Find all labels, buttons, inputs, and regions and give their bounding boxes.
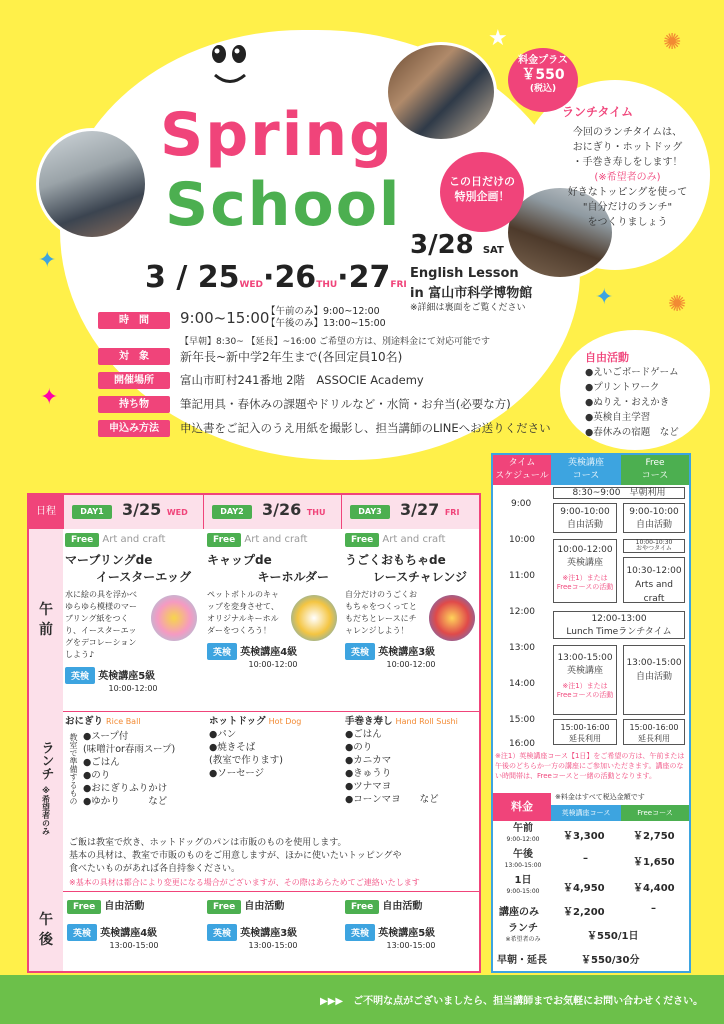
classroom-photo (36, 128, 148, 240)
free-activities: 自由活動 ●えいごボードゲーム ●プリントワーク ●ぬりえ・おえかき ●英検自主学習 ●春休みの宿題 など (585, 351, 679, 438)
info-value-extra: 【早朝】8:30~ 【延長】~16:00 ご希望の方は、別途料金にて対応可能です (180, 337, 490, 347)
time-label: 12:00 (509, 607, 535, 617)
star-icon: ✺ (668, 292, 687, 317)
price-label: 料金 (493, 793, 551, 821)
lunch-box: 12:00-13:00 Lunch Timeランチタイム (553, 611, 685, 639)
day2-pm-cell: Free 自由活動 英検 英検講座3級 13:00-15:00 (207, 897, 339, 950)
info-time-extra: 【午前のみ】9:00~12:00 【午後のみ】13:00~15:00 (266, 306, 386, 329)
time-schedule (491, 453, 691, 973)
star-icon: ★ (488, 26, 508, 51)
star-icon: ✺ (663, 30, 682, 55)
price-col2: Freeコース (621, 805, 689, 821)
info-label-target: 対 象 (98, 348, 170, 365)
lunch-hot-dog: ホットドッグ Hot Dog ●パン ●焼きそば (教室で作ります) ●ソーセージ (209, 716, 302, 779)
time-label: 11:00 (509, 571, 535, 581)
time-label: 10:00 (509, 535, 535, 545)
price-tax-note: ※料金はすべて税込金額です (555, 793, 645, 801)
info-value-time: 9:00~15:00 (180, 309, 270, 327)
lunch-notes: ご飯は教室で炊き、ホットドッグのパンは市販のものを使用します。 基本の具材は、教室で市販のものをご用意しますが、ほかに使いたいトッピングや 食べたいものがあれば各自持参ください。 ※基本の具材は都合により変更になる場合がございますが、その際はあらためてご連絡いたします (69, 838, 420, 887)
eiken-3: 13:00-15:00 英検講座 ※注1）または Freeコースの活動 (553, 645, 617, 715)
eiken-1: 9:00-10:00 自由活動 (553, 503, 617, 533)
info-label-time: 時 間 (98, 312, 170, 329)
price-plus-balloon: 料金プラス ￥550 (税込) (508, 48, 578, 112)
kids-photo (385, 42, 497, 142)
day3-pm-cell: Free 自由活動 英検 英検講座5級 13:00-15:00 (345, 897, 477, 950)
day1-header: DAY1 3/25 WED (63, 495, 203, 529)
toy-race-image (429, 595, 475, 641)
schedule-col1: 英検講座 コース (551, 455, 621, 485)
early-box: 8:30~9:00 早朝利用 (553, 487, 685, 499)
cap-keyholder-image (291, 595, 337, 641)
schedule-col2: Free コース (621, 455, 689, 485)
row-label-lunch: ランチ ※希望者のみ (29, 711, 63, 891)
divider (63, 891, 479, 892)
title-school: School (165, 170, 402, 240)
time-label: 9:00 (511, 499, 532, 509)
price-row: 午後 13:00-15:00 – ￥1,650 (504, 849, 675, 869)
info-label-apply: 申込み方法 (98, 420, 170, 437)
time-label: 15:00 (509, 715, 535, 725)
price-row: 午前 9:00-12:00 ￥3,300 ￥2,750 (506, 823, 675, 843)
eiken-4: 15:00-16:00 延長利用 (553, 719, 617, 745)
title-spring: Spring (160, 100, 394, 170)
star-icon: ✦ (595, 285, 614, 310)
special-event-badge: この日だけの 特別企画！ (440, 152, 524, 232)
free-2b: 10:30-12:00 Arts and craft (623, 557, 685, 603)
event-dates: 3 / 25WED·26THU·27FRI (145, 260, 407, 295)
price-row: 1日 9:00-15:00 ￥4,950 ￥4,400 (506, 875, 675, 895)
row-label-am: 午 前 (29, 529, 63, 711)
smile-face-icon (205, 40, 255, 95)
footer-text: ▶▶▶ ご不明な点がございましたら、担当講師までお気軽にお問い合わせください。 (320, 996, 704, 1007)
special-event-date: 3/28 SAT (410, 230, 504, 260)
program-table (27, 493, 481, 973)
eiken-2: 10:00-12:00 英検講座 ※注1）または Freeコースの活動 (553, 539, 617, 603)
free-1: 9:00-10:00 自由活動 (623, 503, 685, 533)
price-row: 早朝・延長 ￥550/30分 (497, 955, 640, 966)
lunch-rice-ball: おにぎり Rice Ball 教室で準備するもの ●スープ付 (味噌汁or春雨スープ) ●ごはん ●のり ●おにぎりふりかけ ●ゆかり など (65, 716, 176, 807)
schedule-head: タイム スケジュール (493, 455, 551, 485)
divider (63, 711, 479, 712)
free-3: 13:00-15:00 自由活動 (623, 645, 685, 715)
time-label: 13:00 (509, 643, 535, 653)
info-value-items: 筆記用具・春休みの課題やドリルなど・水筒・お弁当(必要な方) (180, 397, 511, 411)
lunch-hand-roll: 手巻き寿し Hand Roll Sushi ●ごはん ●のり ●カニカマ ●きゅうり ●ツナマヨ ●コーンマヨ など (345, 716, 458, 805)
free-2a: 10:00-10:30 おやつタイム (623, 539, 685, 553)
special-event-line2: in 富山市科学博物館 (410, 286, 533, 301)
marbled-egg-image (151, 595, 197, 641)
schedule-note: ※注1）英検講座コース【1日】をご希望の方は、午前または午後のどちらか一方の講座にご参加いただきます。講座のない時間帯は、Freeコースと一緒の活動となります。 (495, 752, 685, 780)
day2-header: DAY2 3/26 THU (203, 495, 341, 529)
day1-pm-cell: Free 自由活動 英検 英検講座4級 13:00-15:00 (67, 897, 201, 950)
price-row: ランチ ※希望者のみ ￥550/1日 (505, 923, 639, 943)
special-event-line1: English Lesson (410, 266, 519, 281)
day2-am-cell: Free Art and craft キャップde キーホルダー ペットボトルのキャップを変身させて、オリジナルキーホルダーをつくろう！ 英検 英検講座4級 10:00-12:00 (207, 534, 329, 669)
day3-header: DAY3 3/27 FRI (341, 495, 479, 529)
star-icon: ✦ (38, 248, 57, 273)
info-value-apply: 申込書をご記入のうえ用紙を撮影し、担当講師のLINEへお送りください (180, 421, 551, 435)
special-event-note: ※詳細は裏面をご覧ください (410, 303, 526, 313)
info-label-place: 開催場所 (98, 372, 170, 389)
day3-am-cell: Free Art and craft うごくおもちゃde レースチャレンジ 自分だけのうごくおもちゃをつくってともだちとレースにチャレンジしよう！ 英検 英検講座3級 10:00-12:00 (345, 534, 467, 669)
info-value-place: 富山市町村241番地 2階 ASSOCIE Academy (180, 373, 424, 387)
time-label: 14:00 (509, 679, 535, 689)
lunch-intro-text: 今回のランチタイムは、 おにぎり・ホットドッグ ・手巻き寿しをします！ (※希望者のみ) 好きなトッピングを使って "自分だけのランチ" をつくりましょう (567, 127, 688, 228)
info-label-items: 持ち物 (98, 396, 170, 413)
lunch-intro-heading: ランチタイム (562, 105, 634, 119)
row-label-pm: 午 後 (29, 891, 63, 971)
table-col-label: 日程 (29, 495, 63, 529)
price-row: 講座のみ ￥2,200 – (499, 903, 656, 918)
star-icon: ✦ (40, 385, 59, 410)
info-value-target: 新年長~新中学2年生まで(各回定員10名) (180, 350, 403, 364)
free-4: 15:00-16:00 延長利用 (623, 719, 685, 745)
day1-am-cell: Free Art and craft マーブリングde イースターエッグ 水に絵の具を浮かべゆらゆら模様のマーブリング紙をつくり、イースターエッグをデコレーションしよう♪ 英検 英検講座5級 10:00-12:00 (65, 534, 191, 693)
price-col1: 英検講座コース (551, 805, 621, 821)
time-label: 16:00 (509, 739, 535, 749)
